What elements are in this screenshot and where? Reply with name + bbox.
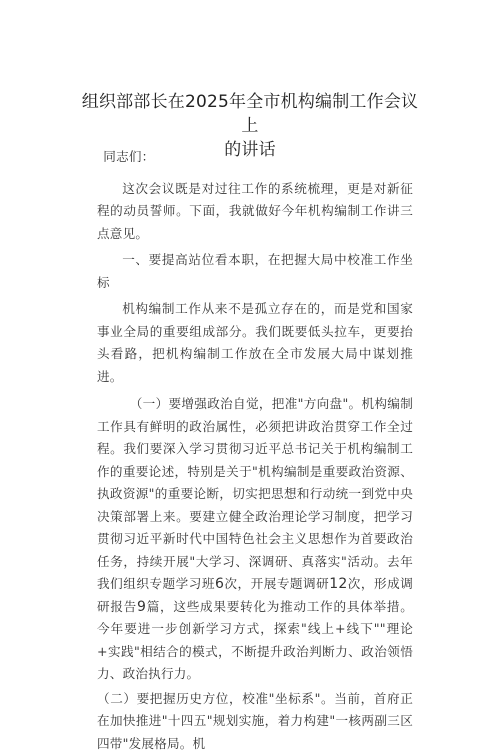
- paragraph-text: （一）要增强政治自觉，把准"方向盘"。机构编制工作具有鲜明的政治属性，必须把讲政治贯穿工作全过程。我们要深入学习贯彻习近平总书记关于机构编制工作的重要论述，特别是关于"机构编制是重要政治资源、执政资源"的重要论断，切实把思想和行动统一到党中央决策部署上来。要建立健全政治理论学习制度，把学习贯彻习近平新时代中国特色社会主义思想作为首要政治任务，持续开展"大学习、深调研、真落实"活动。去年我们组织专题学习班: [97, 396, 413, 591]
- title-line-2: 的讲话: [80, 138, 420, 162]
- document-body: [97, 146, 413, 755]
- paragraph-text: 篇，这些成果要转化为推动工作的具体举措。今年要进一步创新学习方式，探索"线上+线下""理论+实践"相结合的模式，不断提升政治判断力、政治领悟力、政治执行力。: [97, 599, 413, 682]
- salutation: 同志们：: [97, 146, 413, 169]
- title-line-1: 组织部部长在2025年全市机构编制工作会议上: [80, 90, 420, 138]
- section-heading-1: 一、要提高站位看本职，在把握大局中校准工作坐标: [97, 249, 413, 294]
- paragraph-political: [97, 393, 413, 686]
- paragraph-overview: 机构编制工作从来不是孤立存在的，而是党和国家事业全局的重要组成部分。我们既要低头拉车，更要抬头看路，把机构编制工作放在全市发展大局中谋划推进。: [97, 298, 413, 388]
- paragraph-historical: （二）要把握历史方位，校准"坐标系"。当前，首府正在加快推进"十四五"规划实施，着力构建"一核两副三区四带"发展格局。机: [97, 688, 413, 755]
- paragraph-text: 次，形成调研报告: [97, 576, 413, 614]
- number-reports: 9: [137, 599, 146, 615]
- number-classes: 6: [215, 576, 224, 592]
- intro-paragraph: 这次会议既是对过往工作的系统梳理，更是对新征程的动员誓师。下面，我就做好今年机构编制工作讲三点意见。: [97, 178, 413, 246]
- paragraph-text: 次，开展专题调研: [224, 576, 329, 591]
- number-research: 12: [329, 576, 347, 592]
